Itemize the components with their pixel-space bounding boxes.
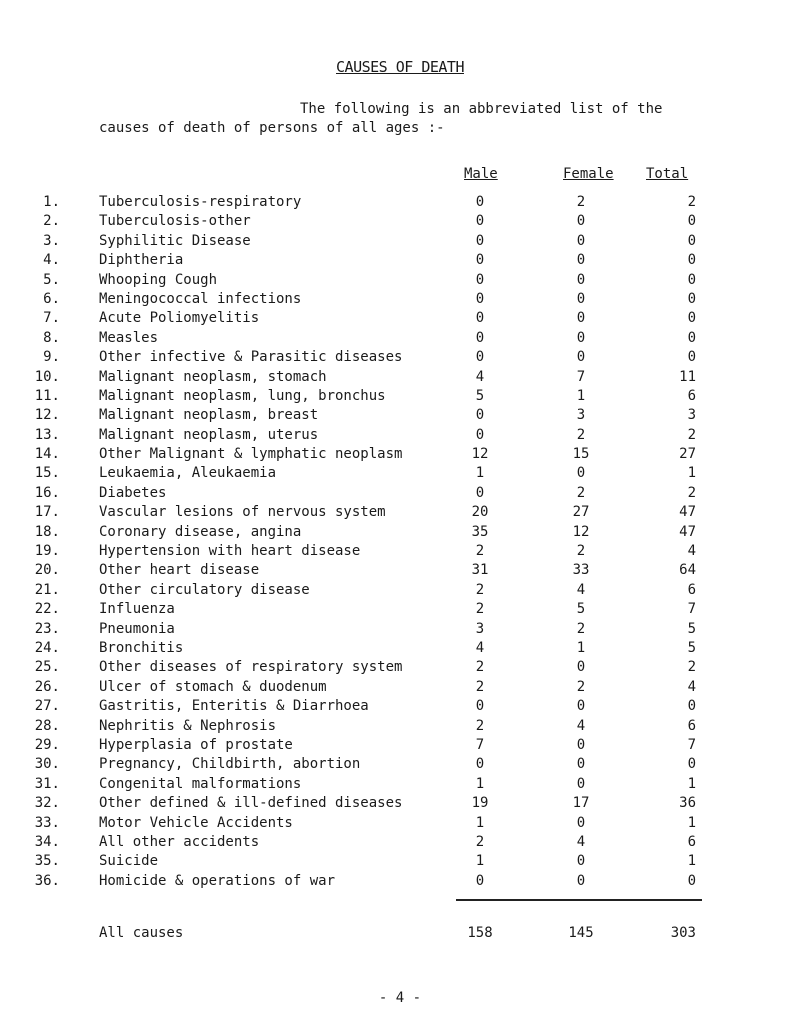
female-count: 2 [576,426,586,443]
male-count: 0 [475,872,485,889]
table-row [0,272,800,291]
row-number: 13. [34,426,60,443]
total-count: 11 [679,368,696,385]
male-count: 31 [471,562,489,579]
cause-label: Pneumonia [99,620,175,637]
female-count: 5 [576,601,586,618]
row-number: 14. [34,446,60,463]
female-count: 17 [572,795,590,812]
table-row [0,834,800,853]
row-number: 34. [34,833,60,850]
female-count: 1 [576,639,586,656]
table-row [0,562,800,581]
cause-label: Gastritis, Enteritis & Diarrhoea [99,698,369,715]
female-count: 2 [576,484,586,501]
table-row [0,446,800,465]
male-count: 35 [471,523,489,540]
table-row [0,252,800,271]
cause-label: Tuberculosis-other [99,213,251,230]
cause-label: Other infective & Parasitic diseases [99,349,403,366]
table-row [0,873,800,892]
female-count: 1 [576,387,586,404]
row-number: 28. [34,717,60,734]
total-count: 6 [687,581,696,598]
total-count: 27 [679,446,696,463]
cause-label: Homicide & operations of war [99,872,336,889]
row-number: 30. [34,756,60,773]
total-count: 47 [679,504,696,521]
total-count: 1 [687,465,696,482]
total-count: 4 [687,543,696,560]
female-count: 0 [576,853,586,870]
table-row [0,310,800,329]
row-number: 25. [34,659,60,676]
male-count: 12 [471,446,489,463]
total-count: 6 [687,833,696,850]
totals-male: 158 [467,925,493,941]
page-title: CAUSES OF DEATH [336,58,464,76]
row-number: 35. [34,853,60,870]
total-count: 0 [687,329,696,346]
cause-label: Vascular lesions of nervous system [99,504,386,521]
male-count: 0 [475,426,485,443]
table-row [0,853,800,872]
totals-label: All causes [99,925,184,941]
male-count: 0 [475,407,485,424]
row-number: 29. [34,736,60,753]
female-count: 0 [576,252,586,269]
female-count: 0 [576,310,586,327]
total-count: 0 [687,252,696,269]
total-count: 1 [687,775,696,792]
total-count: 64 [679,562,696,579]
table-row [0,601,800,620]
table-row [0,291,800,310]
totals-row [0,925,800,945]
male-count: 1 [475,814,485,831]
male-count: 2 [475,833,485,850]
female-count: 0 [576,659,586,676]
row-number: 16. [34,484,60,501]
table-row [0,524,800,543]
female-count: 33 [572,562,590,579]
cause-label: Malignant neoplasm, stomach [99,368,327,385]
table-row [0,737,800,756]
total-count: 1 [687,853,696,870]
row-number: 9. [43,349,60,366]
male-count: 7 [475,736,485,753]
row-number: 11. [34,387,60,404]
cause-label: Malignant neoplasm, lung, bronchus [99,387,386,404]
female-count: 2 [576,678,586,695]
table-row [0,582,800,601]
total-count: 5 [687,620,696,637]
cause-label: Hypertension with heart disease [99,543,361,560]
cause-label: All other accidents [99,833,260,850]
row-number: 1. [43,194,60,210]
table-row [0,698,800,717]
male-count: 2 [475,717,485,734]
cause-label: Syphilitic Disease [99,232,251,249]
total-count: 0 [687,310,696,327]
cause-label: Tuberculosis-respiratory [99,194,302,210]
table-row [0,194,800,213]
female-count: 27 [572,504,590,521]
total-count: 3 [687,407,696,424]
total-count: 4 [687,678,696,695]
male-count: 0 [475,329,485,346]
total-count: 7 [687,736,696,753]
cause-label: Malignant neoplasm, breast [99,407,319,424]
row-number: 3. [43,232,60,249]
totals-rule [456,899,702,901]
row-number: 6. [43,290,60,307]
table-row [0,349,800,368]
male-count: 0 [475,232,485,249]
male-count: 2 [475,659,485,676]
cause-label: Other heart disease [99,562,260,579]
row-number: 19. [34,543,60,560]
female-count: 15 [572,446,590,463]
male-count: 0 [475,349,485,366]
total-count: 0 [687,290,696,307]
row-number: 33. [34,814,60,831]
intro-line-2: causes of death of persons of all ages :- [99,120,445,136]
male-count: 0 [475,271,485,288]
male-count: 4 [475,639,485,656]
table-row [0,369,800,388]
row-number: 27. [34,698,60,715]
cause-label: Malignant neoplasm, uterus [99,426,319,443]
table-row [0,640,800,659]
total-count: 6 [687,387,696,404]
table-row [0,427,800,446]
row-number: 2. [43,213,60,230]
female-count: 0 [576,465,586,482]
female-count: 12 [572,523,590,540]
male-count: 19 [471,795,489,812]
male-count: 4 [475,368,485,385]
female-count: 0 [576,329,586,346]
intro-line-1: The following is an abbreviated list of the [300,101,663,117]
table-row [0,485,800,504]
total-count: 7 [687,601,696,618]
total-count: 0 [687,349,696,366]
male-count: 1 [475,853,485,870]
cause-label: Pregnancy, Childbirth, abortion [99,756,361,773]
female-count: 2 [576,543,586,560]
total-count: 36 [679,795,696,812]
cause-label: Congenital malformations [99,775,302,792]
row-number: 15. [34,465,60,482]
row-number: 17. [34,504,60,521]
table-row [0,330,800,349]
female-count: 7 [576,368,586,385]
female-count: 0 [576,213,586,230]
total-count: 5 [687,639,696,656]
female-count: 3 [576,407,586,424]
page-number: - 4 - [378,990,422,1006]
total-count: 2 [687,484,696,501]
column-header-total: Total [646,166,689,182]
cause-label: Influenza [99,601,175,618]
table-row [0,756,800,775]
cause-label: Other circulatory disease [99,581,310,598]
total-count: 0 [687,698,696,715]
row-number: 24. [34,639,60,656]
table-row [0,776,800,795]
total-count: 0 [687,872,696,889]
cause-label: Diphtheria [99,252,184,269]
female-count: 0 [576,736,586,753]
row-number: 36. [34,872,60,889]
cause-label: Meningococcal infections [99,290,302,307]
row-number: 31. [34,775,60,792]
male-count: 0 [475,194,485,210]
female-count: 0 [576,698,586,715]
male-count: 0 [475,756,485,773]
male-count: 1 [475,775,485,792]
total-count: 2 [687,426,696,443]
row-number: 4. [43,252,60,269]
total-count: 2 [687,194,696,210]
row-number: 12. [34,407,60,424]
table-row [0,621,800,640]
cause-label: Nephritis & Nephrosis [99,717,277,734]
male-count: 2 [475,581,485,598]
female-count: 4 [576,581,586,598]
female-count: 0 [576,775,586,792]
table-row [0,815,800,834]
cause-label: Bronchitis [99,639,184,656]
male-count: 0 [475,310,485,327]
total-count: 6 [687,717,696,734]
cause-label: Acute Poliomyelitis [99,310,260,327]
female-count: 0 [576,290,586,307]
male-count: 0 [475,290,485,307]
total-count: 1 [687,814,696,831]
total-count: 2 [687,659,696,676]
table-row [0,233,800,252]
table-row [0,504,800,523]
total-count: 0 [687,232,696,249]
cause-label: Coronary disease, angina [99,523,302,540]
male-count: 5 [475,387,485,404]
total-count: 47 [679,523,696,540]
female-count: 2 [576,194,586,210]
cause-label: Hyperplasia of prostate [99,736,293,753]
cause-label: Suicide [99,853,159,870]
row-number: 5. [43,271,60,288]
male-count: 2 [475,543,485,560]
total-count: 0 [687,756,696,773]
row-number: 26. [34,678,60,695]
column-header-female: Female [563,166,614,182]
cause-label: Ulcer of stomach & duodenum [99,678,327,695]
female-count: 0 [576,271,586,288]
row-number: 23. [34,620,60,637]
table-row [0,679,800,698]
row-number: 21. [34,581,60,598]
male-count: 0 [475,698,485,715]
female-count: 0 [576,232,586,249]
male-count: 2 [475,678,485,695]
row-number: 22. [34,601,60,618]
totals-total: 303 [670,925,696,941]
row-number: 20. [34,562,60,579]
cause-label: Other diseases of respiratory system [99,659,403,676]
row-number: 8. [43,329,60,346]
female-count: 0 [576,756,586,773]
female-count: 0 [576,349,586,366]
female-count: 2 [576,620,586,637]
female-count: 4 [576,833,586,850]
table-row [0,388,800,407]
cause-label: Other defined & ill-defined diseases [99,795,403,812]
cause-label: Measles [99,329,159,346]
total-count: 0 [687,213,696,230]
male-count: 0 [475,252,485,269]
table-row [0,795,800,814]
male-count: 20 [471,504,489,521]
column-header-male: Male [464,166,498,182]
table-row [0,213,800,232]
row-number: 18. [34,523,60,540]
male-count: 1 [475,465,485,482]
row-number: 10. [34,368,60,385]
table-row [0,407,800,426]
row-number: 32. [34,795,60,812]
female-count: 4 [576,717,586,734]
cause-label: Leukaemia, Aleukaemia [99,465,277,482]
cause-label: Diabetes [99,484,167,501]
row-number: 7. [43,310,60,327]
male-count: 0 [475,484,485,501]
female-count: 0 [576,814,586,831]
male-count: 0 [475,213,485,230]
cause-label: Whooping Cough [99,271,218,288]
table-row [0,718,800,737]
cause-label: Other Malignant & lymphatic neoplasm [99,446,403,463]
causes-table [0,194,800,892]
table-row [0,465,800,484]
male-count: 2 [475,601,485,618]
table-row [0,659,800,678]
cause-label: Motor Vehicle Accidents [99,814,293,831]
totals-female: 145 [568,925,594,941]
total-count: 0 [687,271,696,288]
table-row [0,543,800,562]
male-count: 3 [475,620,485,637]
female-count: 0 [576,872,586,889]
